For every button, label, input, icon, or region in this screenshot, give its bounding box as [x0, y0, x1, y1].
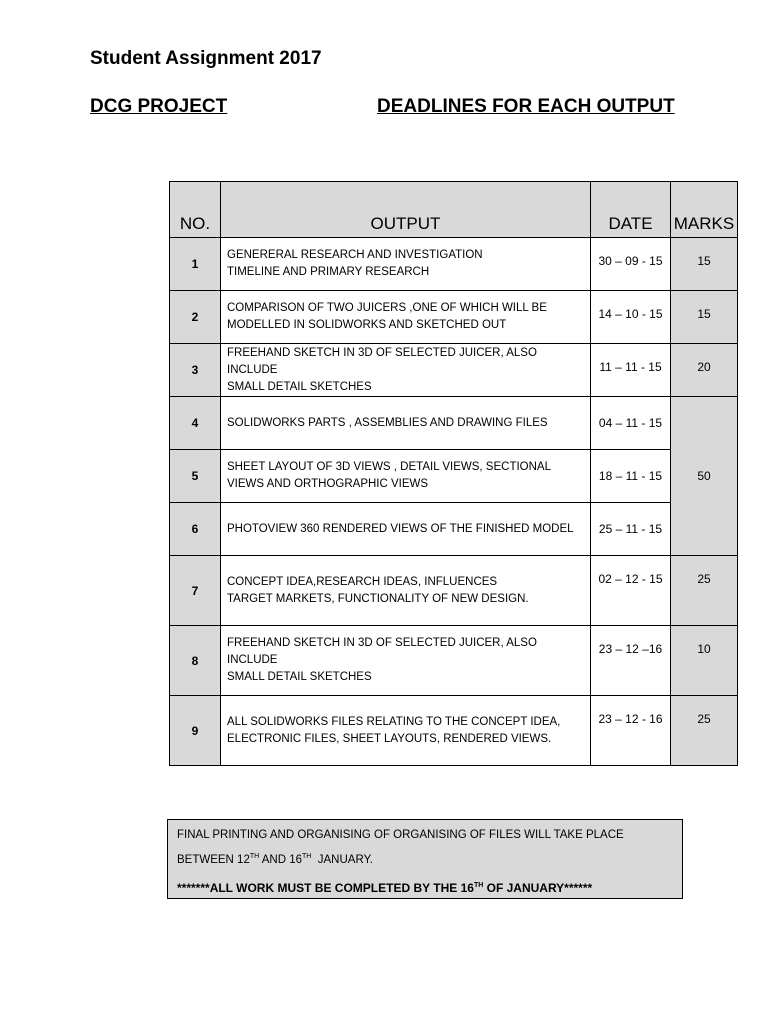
output-line: ALL SOLIDWORKS FILES RELATING TO THE CONCEPT IDEA, [227, 715, 561, 728]
table-header-row [170, 182, 738, 238]
table-row [170, 556, 738, 626]
output-line: FREEHAND SKETCH IN 3D OF SELECTED JUICER, ALSO INCLUDE [227, 637, 537, 666]
row-number: 4 [170, 397, 221, 450]
output-line: FREEHAND SKETCH IN 3D OF SELECTED JUICER, ALSO INCLUDE [227, 346, 537, 376]
output-description [221, 556, 591, 626]
deadline-date: 18 – 11 - 15 [591, 450, 671, 503]
table-row [170, 344, 738, 397]
output-description [221, 696, 591, 766]
row-number: 7 [170, 556, 221, 626]
table-row [170, 291, 738, 344]
notice-text: AND 16 [259, 853, 303, 866]
marks-value: 10 [671, 626, 738, 696]
final-notice-box [167, 819, 683, 899]
deadline-date: 25 – 11 - 15 [591, 503, 671, 556]
row-number: 2 [170, 291, 221, 344]
output-description [221, 291, 591, 344]
marks-value: 25 [671, 556, 738, 626]
output-line: GENERERAL RESEARCH AND INVESTIGATION [227, 249, 483, 261]
output-line: TARGET MARKETS, FUNCTIONALITY OF NEW DESIGN. [227, 592, 529, 605]
ordinal-suffix: TH [473, 881, 484, 889]
column-header-marks: MARKS [671, 182, 738, 238]
output-line: PHOTOVIEW 360 RENDERED VIEWS OF THE FINISHED MODEL [227, 522, 574, 535]
row-number: 6 [170, 503, 221, 556]
completion-warning [177, 875, 673, 899]
table-row [170, 397, 738, 450]
marks-value: 15 [671, 291, 738, 344]
output-description [221, 238, 591, 291]
row-number: 5 [170, 450, 221, 503]
output-description [221, 450, 591, 503]
table-row [170, 450, 738, 503]
output-line: TIMELINE AND PRIMARY RESEARCH [227, 266, 430, 278]
notice-text: *******ALL WORK MUST BE COMPLETED BY THE 16 [177, 880, 474, 895]
project-heading: DCG PROJECT [90, 96, 228, 117]
output-line: COMPARISON OF TWO JUICERS ,ONE OF WHICH WILL BE [227, 302, 547, 314]
marks-value: 15 [671, 238, 738, 291]
notice-text: JANUARY. [311, 853, 373, 866]
output-line: ELECTRONIC FILES, SHEET LAYOUTS, RENDERED VIEWS. [227, 732, 552, 745]
output-description [221, 344, 591, 397]
notice-line [177, 846, 673, 871]
output-line: SHEET LAYOUT OF 3D VIEWS , DETAIL VIEWS, SECTIONAL [227, 461, 551, 473]
deadline-date: 23 – 12 –16 [591, 626, 671, 696]
output-description [221, 626, 591, 696]
deadlines-heading: DEADLINES FOR EACH OUTPUT [377, 96, 675, 117]
notice-text: FINAL PRINTING AND ORGANISING OF ORGANISING OF FILES WILL TAKE PLACE [177, 829, 624, 841]
marks-value: 25 [671, 696, 738, 766]
deadline-date: 02 – 12 - 15 [591, 556, 671, 626]
deadlines-table [169, 181, 738, 766]
row-number: 8 [170, 626, 221, 696]
row-number: 3 [170, 344, 221, 397]
notice-text: OF JANUARY****** [483, 880, 593, 895]
table-row [170, 696, 738, 766]
output-line: CONCEPT IDEA,RESEARCH IDEAS, INFLUENCES [227, 575, 498, 588]
page-title: Student Assignment 2017 [90, 48, 322, 69]
output-description [221, 397, 591, 450]
row-number: 9 [170, 696, 221, 766]
output-line: SOLIDWORKS PARTS , ASSEMBLIES AND DRAWING FILES [227, 416, 548, 429]
deadline-date: 23 – 12 - 16 [591, 696, 671, 766]
ordinal-suffix: TH [249, 853, 260, 860]
column-header-date: DATE [591, 182, 671, 238]
deadline-date: 14 – 10 - 15 [591, 291, 671, 344]
ordinal-suffix: TH [302, 853, 312, 860]
column-header-no: NO. [170, 182, 221, 238]
deadline-date: 30 – 09 - 15 [591, 238, 671, 291]
table-row [170, 626, 738, 696]
output-description [221, 503, 591, 556]
row-number: 1 [170, 238, 221, 291]
marks-value: 50 [671, 397, 738, 556]
notice-text: BETWEEN 12 [177, 853, 250, 866]
deadline-date: 04 – 11 - 15 [591, 397, 671, 450]
table-row [170, 238, 738, 291]
output-line: SMALL DETAIL SKETCHES [227, 380, 372, 393]
marks-value: 20 [671, 344, 738, 397]
output-line: SMALL DETAIL SKETCHES [227, 671, 372, 683]
deadline-date: 11 – 11 - 15 [591, 344, 671, 397]
output-line: VIEWS AND ORTHOGRAPHIC VIEWS [227, 478, 429, 490]
output-line: MODELLED IN SOLIDWORKS AND SKETCHED OUT [227, 319, 507, 331]
notice-line [177, 825, 673, 846]
table-row [170, 503, 738, 556]
column-header-output: OUTPUT [221, 182, 591, 238]
